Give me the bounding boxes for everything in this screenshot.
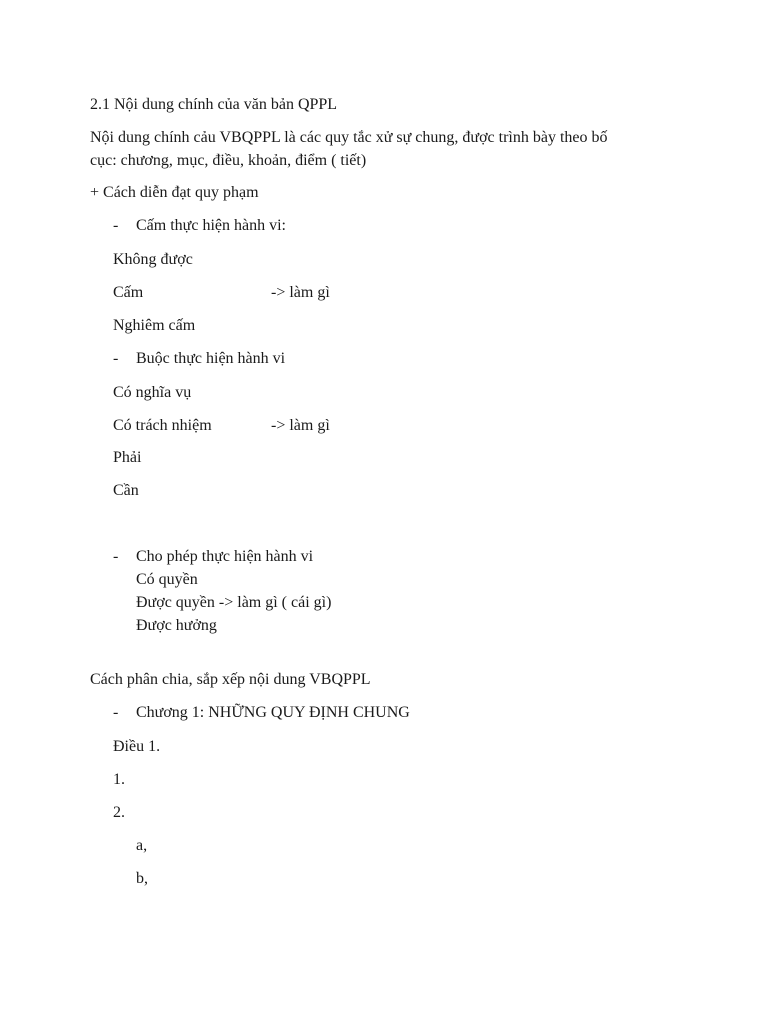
permit-item: Được quyền -> làm gì ( cái gì) <box>136 594 332 611</box>
permit-item: Được hưởng <box>136 617 217 634</box>
bullet-dash: - <box>113 217 119 234</box>
oblige-item: Cần <box>113 482 139 499</box>
clause-number: 2. <box>113 804 125 821</box>
article-label: Điều 1. <box>113 738 161 755</box>
permit-title: Cho phép thực hiện hành vi <box>136 548 314 565</box>
prohibit-item: Cấm <box>113 284 144 301</box>
oblige-arrow: -> làm gì <box>271 417 330 434</box>
oblige-title: Buộc thực hiện hành vi <box>136 350 286 367</box>
point-letter: b, <box>136 870 148 887</box>
bullet-dash: - <box>113 704 119 721</box>
permit-item: Có quyền <box>136 571 198 588</box>
bullet-dash: - <box>113 350 119 367</box>
prohibit-item: Không được <box>113 251 193 268</box>
intro-paragraph-line-1: Nội dung chính cảu VBQPPL là các quy tắc xử sự chung, được trình bày theo bố <box>90 129 608 146</box>
prohibit-title: Cấm thực hiện hành vi: <box>136 217 286 234</box>
expression-heading: + Cách diễn đạt quy phạm <box>90 184 259 201</box>
oblige-item: Có nghĩa vụ <box>113 384 192 401</box>
intro-paragraph-line-2: cục: chương, mục, điều, khoản, điểm ( tiết) <box>90 152 367 169</box>
prohibit-arrow: -> làm gì <box>271 284 330 301</box>
prohibit-item: Nghiêm cấm <box>113 317 196 334</box>
oblige-item: Có trách nhiệm <box>113 417 212 434</box>
section-heading: 2.1 Nội dung chính của văn bản QPPL <box>90 96 338 113</box>
oblige-item: Phải <box>113 449 142 466</box>
clause-number: 1. <box>113 771 125 788</box>
chapter-title: Chương 1: NHỮNG QUY ĐỊNH CHUNG <box>136 704 410 721</box>
bullet-dash: - <box>113 548 119 565</box>
point-letter: a, <box>136 837 148 854</box>
arrangement-heading: Cách phân chia, sắp xếp nội dung VBQPPL <box>90 671 371 688</box>
